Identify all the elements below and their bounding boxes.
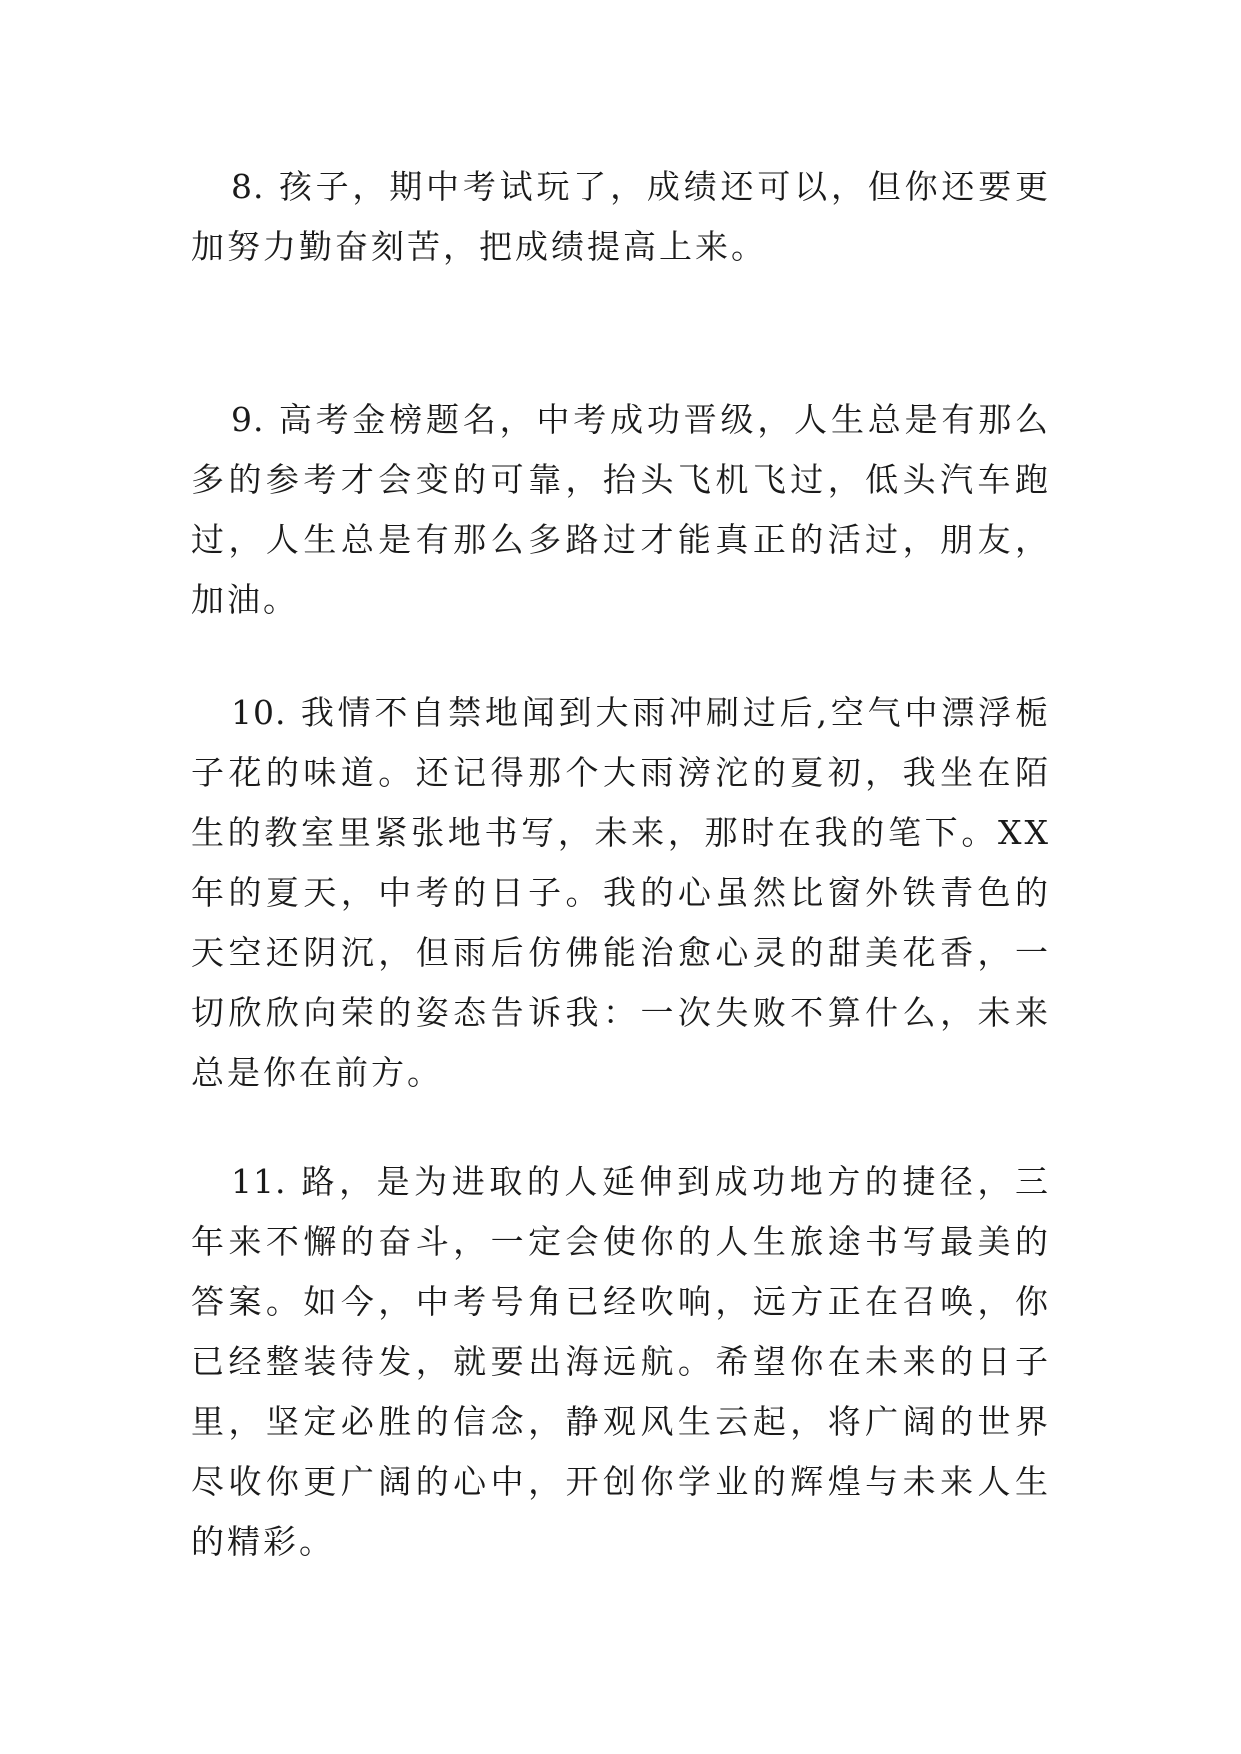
paragraph-11 bbox=[191, 1152, 1051, 1572]
paragraph-9 bbox=[191, 390, 1051, 630]
paragraph-number: 9. bbox=[231, 400, 265, 439]
paragraph-number: 10. bbox=[231, 693, 287, 732]
paragraph-10 bbox=[191, 683, 1051, 1103]
paragraph-text: 孩子，期中考试玩了，成绩还可以，但你还要更加努力勤奋刻苦，把成绩提高上来。 bbox=[191, 167, 1052, 266]
paragraph-number: 11. bbox=[231, 1162, 287, 1201]
paragraph-8 bbox=[191, 157, 1051, 277]
paragraph-text: 高考金榜题名，中考成功晋级，人生总是有那么多的参考才会变的可靠，抬头飞机飞过，低头汽车跑过，人生总是有那么多路过才能真正的活过，朋友，加油。 bbox=[191, 400, 1052, 619]
paragraph-text: 路，是为进取的人延伸到成功地方的捷径，三年来不懈的奋斗，一定会使你的人生旅途书写最美的答案。如今，中考号角已经吹响，远方正在召唤，你已经整装待发，就要出海远航。希望你在未来的日子里，坚定必胜的信念，静观风生云起，将广阔的世界尽收你更广阔的心中，开创你学业的辉煌与未来人生的精彩。 bbox=[191, 1162, 1051, 1561]
paragraph-number: 8. bbox=[231, 167, 265, 206]
paragraph-text: 我情不自禁地闻到大雨冲刷过后,空气中漂浮栀子花的味道。还记得那个大雨滂沱的夏初，我坐在陌生的教室里紧张地书写，未来，那时在我的笔下。XX 年的夏天，中考的日子。我的心虽然比窗外铁青色的天空还阴沉，但雨后仿佛能治愈心灵的甜美花香，一切欣欣向荣的姿态告诉我：一次失败不算什么，未来总是你在前方。 bbox=[191, 693, 1051, 1092]
